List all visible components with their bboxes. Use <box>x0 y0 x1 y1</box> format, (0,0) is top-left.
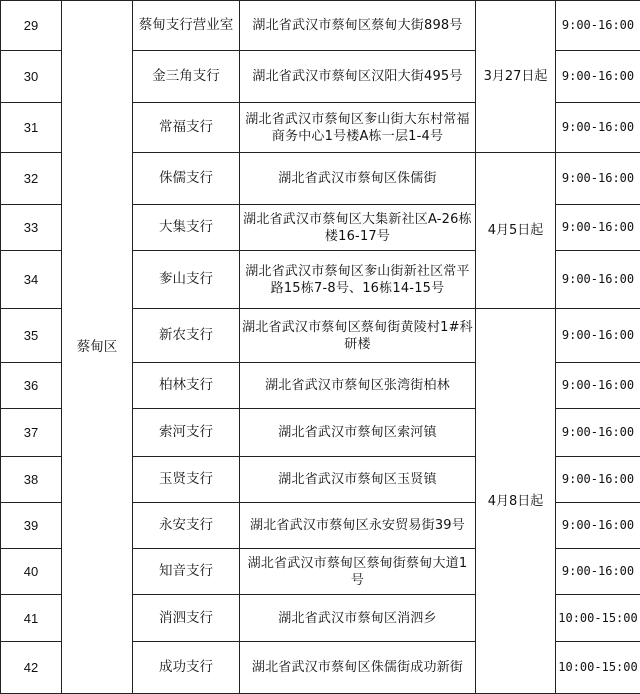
branch-name: 知音支行 <box>133 549 240 595</box>
branch-name: 玉贤支行 <box>133 457 240 503</box>
branch-name: 消泗支行 <box>133 595 240 642</box>
business-hours: 9:00-16:00 <box>556 205 640 251</box>
row-number: 41 <box>1 595 62 642</box>
branch-name: 常福支行 <box>133 103 240 153</box>
row-number: 37 <box>1 409 62 457</box>
district-cell: 蔡甸区 <box>62 1 133 694</box>
row-number: 33 <box>1 205 62 251</box>
row-number: 29 <box>1 1 62 51</box>
row-number: 42 <box>1 642 62 694</box>
branch-address: 湖北省武汉市蔡甸区奓山街大东村常福商务中心1号楼A栋一层1-4号 <box>240 103 476 153</box>
branch-address: 湖北省武汉市蔡甸区索河镇 <box>240 409 476 457</box>
row-number: 31 <box>1 103 62 153</box>
branch-address: 湖北省武汉市蔡甸区蔡甸大街898号 <box>240 1 476 51</box>
row-number: 38 <box>1 457 62 503</box>
branch-name: 金三角支行 <box>133 51 240 103</box>
business-hours: 9:00-16:00 <box>556 103 640 153</box>
row-number: 35 <box>1 309 62 363</box>
business-hours: 10:00-15:00 <box>556 595 640 642</box>
branch-address: 湖北省武汉市蔡甸区消泗乡 <box>240 595 476 642</box>
row-number: 36 <box>1 363 62 409</box>
row-number: 39 <box>1 503 62 549</box>
branch-name: 大集支行 <box>133 205 240 251</box>
business-hours: 9:00-16:00 <box>556 309 640 363</box>
branch-address: 湖北省武汉市蔡甸区玉贤镇 <box>240 457 476 503</box>
business-hours: 9:00-16:00 <box>556 51 640 103</box>
branch-address: 湖北省武汉市蔡甸区侏儒街 <box>240 153 476 205</box>
branch-address: 湖北省武汉市蔡甸区张湾街柏林 <box>240 363 476 409</box>
business-hours: 10:00-15:00 <box>556 642 640 694</box>
row-number: 34 <box>1 251 62 309</box>
branch-name: 新农支行 <box>133 309 240 363</box>
business-hours: 9:00-16:00 <box>556 549 640 595</box>
business-hours: 9:00-16:00 <box>556 409 640 457</box>
start-date-cell: 3月27日起 <box>476 1 556 153</box>
branch-name: 成功支行 <box>133 642 240 694</box>
table-row <box>1 1 640 51</box>
branch-name: 索河支行 <box>133 409 240 457</box>
branch-name: 奓山支行 <box>133 251 240 309</box>
business-hours: 9:00-16:00 <box>556 363 640 409</box>
business-hours: 9:00-16:00 <box>556 153 640 205</box>
branch-name: 侏儒支行 <box>133 153 240 205</box>
row-number: 30 <box>1 51 62 103</box>
branch-address: 湖北省武汉市蔡甸区蔡甸街黄陵村1#科研楼 <box>240 309 476 363</box>
branch-address: 湖北省武汉市蔡甸区大集新社区A-26栋楼16-17号 <box>240 205 476 251</box>
start-date-cell: 4月5日起 <box>476 153 556 309</box>
row-number: 40 <box>1 549 62 595</box>
branch-name: 永安支行 <box>133 503 240 549</box>
start-date-cell: 4月8日起 <box>476 309 556 694</box>
business-hours: 9:00-16:00 <box>556 457 640 503</box>
branch-address: 湖北省武汉市蔡甸区汉阳大街495号 <box>240 51 476 103</box>
branch-address: 湖北省武汉市蔡甸区永安贸易街39号 <box>240 503 476 549</box>
business-hours: 9:00-16:00 <box>556 251 640 309</box>
row-number: 32 <box>1 153 62 205</box>
branch-name: 柏林支行 <box>133 363 240 409</box>
business-hours: 9:00-16:00 <box>556 1 640 51</box>
branch-address: 湖北省武汉市蔡甸区奓山街新社区常平路15栋7-8号、16栋14-15号 <box>240 251 476 309</box>
branch-name: 蔡甸支行营业室 <box>133 1 240 51</box>
business-hours: 9:00-16:00 <box>556 503 640 549</box>
branch-address: 湖北省武汉市蔡甸区侏儒街成功新街 <box>240 642 476 694</box>
branch-address: 湖北省武汉市蔡甸区蔡甸街蔡甸大道1号 <box>240 549 476 595</box>
